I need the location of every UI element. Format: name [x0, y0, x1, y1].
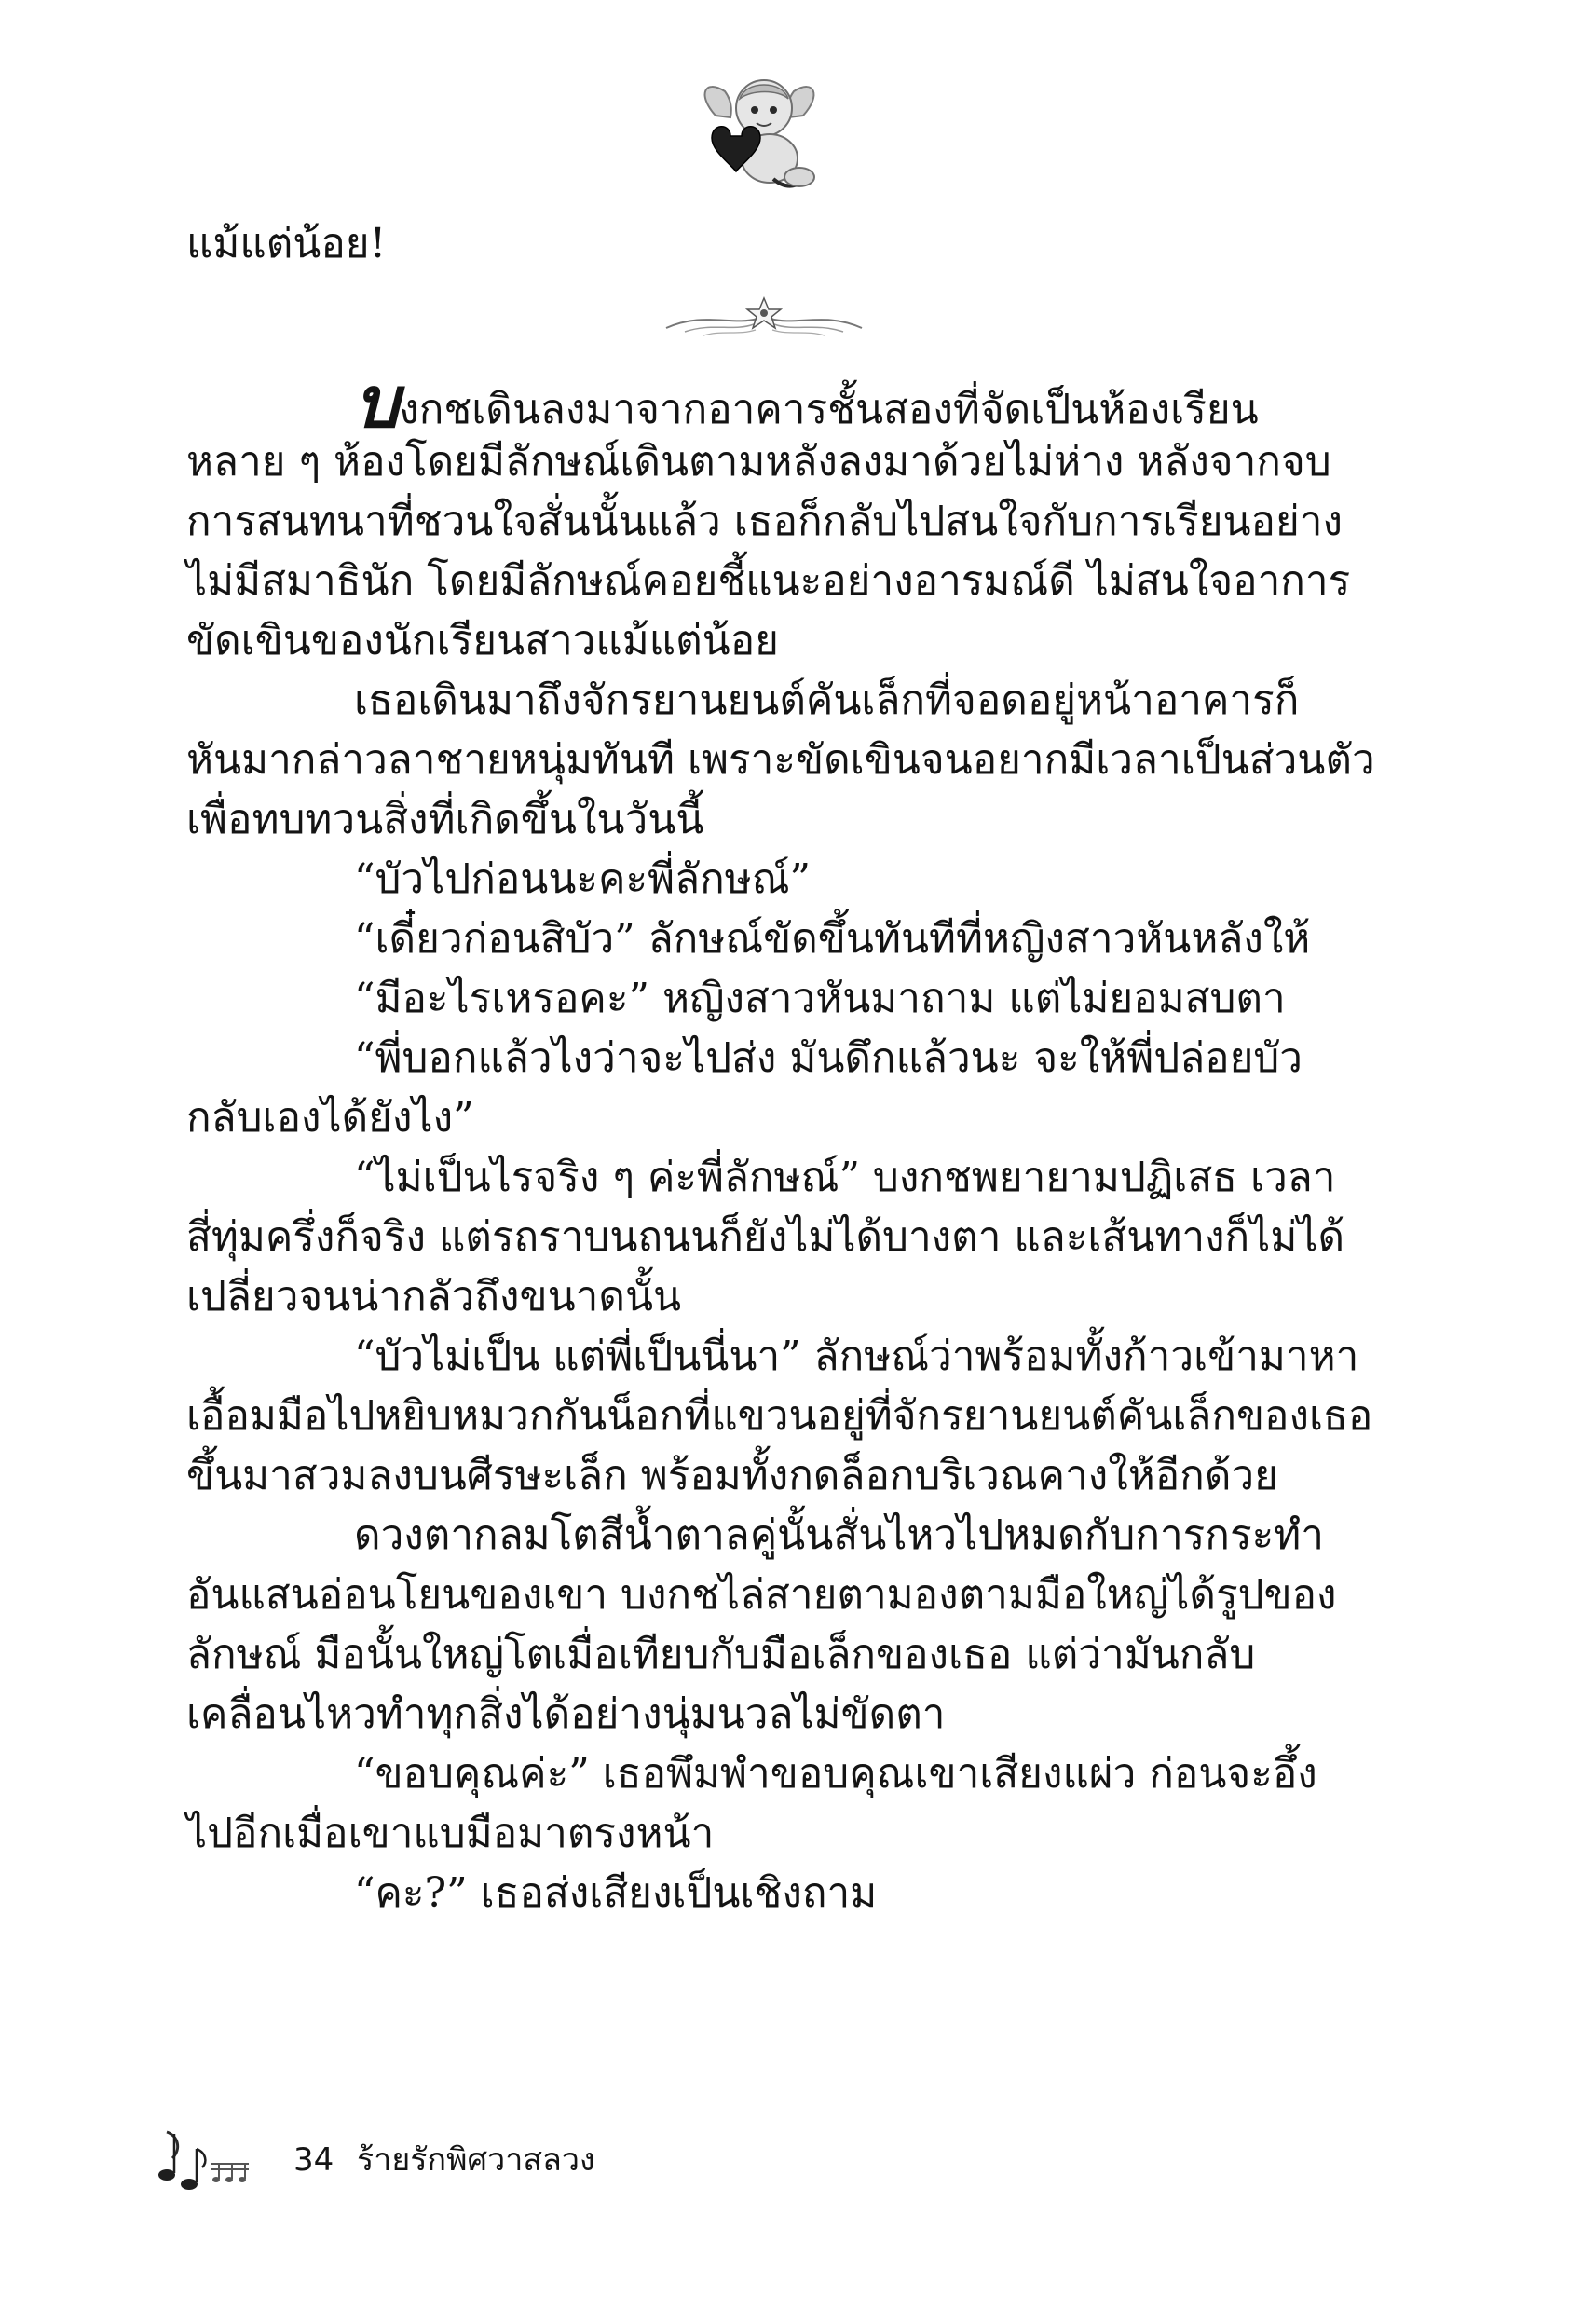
paragraph-line: เคลื่อนไหวทำทุกสิ่งได้อย่างนุ่มนวลไม่ขัดตา [186, 1690, 946, 1738]
paragraph-line: ขัดเขินของนักเรียนสาวแม้แต่น้อย [186, 617, 779, 664]
dialogue-line: “บัวไม่เป็น แต่พี่เป็นนี่นา” ลักษณ์ว่าพร้อมทั้งก้าวเข้ามาหา [354, 1333, 1359, 1380]
body-text [186, 214, 1375, 1923]
page-number: 34 [293, 2141, 334, 2179]
paragraph-line: เปลี่ยวจนน่ากลัวถึงขนาดนั้น [186, 1273, 682, 1320]
lead-line: แม้แต่น้อย! [186, 220, 387, 267]
dialogue-line: “เดี๋ยวก่อนสิบัว” ลักษณ์ขัดขึ้นทันทีที่หญิงสาวหันหลังให้ [354, 915, 1311, 963]
paragraph-line: ขึ้นมาสวมลงบนศีรษะเล็ก พร้อมทั้งกดล็อกบริเวณคางให้อีกด้วย [186, 1452, 1278, 1499]
dialogue-line: “ไม่เป็นไรจริง ๆ ค่ะพี่ลักษณ์” บงกชพยายามปฏิเสธ เวลา [354, 1154, 1336, 1201]
dialogue-line: “คะ?” เธอส่งเสียงเป็นเชิงถาม [354, 1869, 878, 1917]
music-notes-icon [154, 2126, 256, 2201]
dialogue-line: “พี่บอกแล้วไงว่าจะไปส่ง มันดึกแล้วนะ จะให้พี่ปล่อยบัว [354, 1034, 1303, 1082]
paragraph-line: เธอเดินมาถึงจักรยานยนต์คันเล็กที่จอดอยู่หน้าอาคารก็ [354, 677, 1300, 724]
floral-divider-icon [657, 291, 871, 347]
paragraph-line: หลาย ๆ ห้องโดยมีลักษณ์เดินตามหลังลงมาด้วยไม่ห่าง หลังจากจบ [186, 438, 1331, 485]
paragraph-line: สี่ทุ่มครึ่งก็จริง แต่รถราบนถนนก็ยังไม่ได้บางตา และเส้นทางก็ไม่ได้ [186, 1213, 1345, 1261]
drop-cap: บ [354, 361, 400, 444]
cupid-heart-icon [689, 67, 829, 198]
paragraph-line: ไปอีกเมื่อเขาแบมือมาตรงหน้า [186, 1810, 715, 1857]
dialogue-line: “บัวไปก่อนนะคะพี่ลักษณ์” [354, 855, 812, 903]
page-footer [154, 2126, 806, 2201]
book-title: ร้ายรักพิศวาสลวง [357, 2141, 595, 2179]
paragraph-line: การสนทนาที่ชวนใจสั่นนั้นแล้ว เธอก็กลับไปสนใจกับการเรียนอย่าง [186, 498, 1343, 545]
dialogue-line: กลับเองได้ยังไง” [186, 1094, 474, 1142]
paragraph-line: ไม่มีสมาธินัก โดยมีลักษณ์คอยชี้แนะอย่างอารมณ์ดี ไม่สนใจอาการ [186, 557, 1351, 605]
dialogue-line: “ขอบคุณค่ะ” เธอพึมพำขอบคุณเขาเสียงแผ่ว ก่อนจะอึ้ง [354, 1750, 1317, 1798]
paragraph-line: ดวงตากลมโตสีน้ำตาลคู่นั้นสั่นไหวไปหมดกับการกระทำ [354, 1511, 1324, 1559]
paragraph-line [186, 361, 1332, 444]
paragraph-line: เอื้อมมือไปหยิบหมวกกันน็อกที่แขวนอยู่ที่จักรยานยนต์คันเล็กของเธอ [186, 1392, 1373, 1440]
paragraph-line: ลักษณ์ มือนั้นใหญ่โตเมื่อเทียบกับมือเล็กของเธอ แต่ว่ามันกลับ [186, 1631, 1256, 1678]
paragraph-line: หันมากล่าวลาชายหนุ่มทันที เพราะขัดเขินจนอยากมีเวลาเป็นส่วนตัว [186, 736, 1375, 784]
dialogue-line: “มีอะไรเหรอคะ” หญิงสาวหันมาถาม แต่ไม่ยอมสบตา [354, 975, 1286, 1022]
paragraph-line: อันแสนอ่อนโยนของเขา บงกชไล่สายตามองตามมือใหญ่ได้รูปของ [186, 1571, 1337, 1619]
paragraph-text: งกชเดินลงมาจากอาคารชั้นสองที่จัดเป็นห้องเรียน [399, 386, 1259, 433]
paragraph-line: เพื่อทบทวนสิ่งที่เกิดขึ้นในวันนี้ [186, 796, 704, 843]
